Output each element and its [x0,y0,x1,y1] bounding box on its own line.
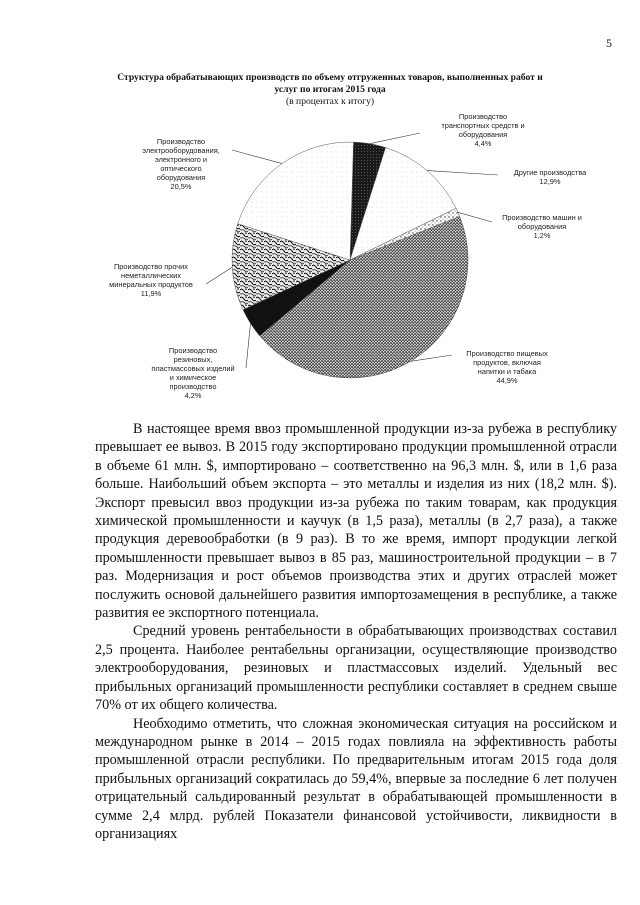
page-number: 5 [606,36,612,50]
label-food-line2: продуктов, включая [473,358,541,367]
label-food [452,349,562,385]
label-electro-line5: оборудования [156,173,206,182]
label-machines-line2: оборудования [517,222,567,231]
label-nonmetal-line1: Производство прочих [114,262,188,271]
label-food-line3: напитки и табака [477,367,537,376]
label-nonmetal-pct: 11,9% [140,289,162,298]
label-electro [126,137,236,191]
paragraph-3: Необходимо отметить, что сложная экономическая ситуация на российском и международном рынке в 2014 – 2015 годах повлияла на эффективность работы промышленной отрасли республики. По предварительным итогам 2015 года доля прибыльных организаций сократилась до 59,4%, впервые за последние 6 лет получен отрицательный сальдированный результат в обрабатывающей промышленности в сумме 2,4 млрд. рублей Показатели финансовой устойчивости, ликвидности в организациях [95,715,617,842]
label-food-pct: 44,9% [496,376,518,385]
label-transport-line2: транспортных средств и [441,121,525,130]
label-machines [492,213,592,240]
pie-leader-line [427,171,498,175]
label-nonmetal-line2: неметаллических [120,271,182,280]
label-rubber-line1: Производство [168,346,218,355]
label-other-pct: 12,9% [539,177,561,186]
label-rubber [138,346,248,400]
pie-leader-line [458,212,492,222]
label-rubber-line2: резиновых, [173,355,213,364]
label-machines-line1: Производство машин и [502,213,582,222]
paragraph-1: В настоящее время ввоз промышленной продукции из-за рубежа в республику превышает ее вывоз. В 2015 году экспортировано продукции промышленной отрасли в объеме 61 млн. $, импортировано – соответственно на 96,3 млн. $, или в 1,6 раза больше. Наибольший объем экспорта – это металлы и изделия из них (18,2 млн. $). Экспорт превысил ввоз продукции из-за рубежа по таким товарам, как продукция химической промышленности и каучук (в 1,5 раза), металлы (в 2,7 раза), а также продукция деревообработки (в 9 раз). В то же время, импорт продукции легкой промышленности превышает вывоз в 85 раз, машиностроительной продукции – в 7 раз. Модернизация и рост объемов производства этих и других отраслей может послужить основой дальнейшего развития импортозамещения в республике, а также развития ее экспортного потенциала. [95,421,617,622]
pie-leader-line [232,150,282,164]
label-machines-pct: 1,2% [533,231,551,240]
label-electro-line3: электронного и [154,155,208,164]
label-other [500,168,600,186]
chart-subtitle: (в процентах к итогу) [285,96,375,107]
label-nonmetal-line3: минеральных продуктов [109,280,193,289]
label-transport-line3: оборудования [458,130,508,139]
label-rubber-line4: и химическое [169,373,217,382]
pie-chart [0,0,640,420]
label-nonmetal [96,262,206,298]
body-text [95,420,617,843]
label-rubber-line3: пластмассовых изделий [151,364,235,373]
label-food-line1: Производство пищевых [466,349,548,358]
pie-slices [232,142,468,378]
label-rubber-line5: производство [169,382,217,391]
pie-leader-line [370,133,420,144]
chart-title-text: Структура обрабатывающих производств по объему отгруженных товаров, выполненных работ и услуг по итогам 2015 года [117,72,543,95]
pie-leader-line [206,267,232,284]
label-rubber-pct: 4,2% [184,391,202,400]
label-electro-pct: 20,5% [170,182,192,191]
label-other-line1: Другие производства [513,168,587,177]
label-transport-line1: Производство [458,112,508,121]
label-transport [423,112,543,148]
label-electro-line2: электрооборудования, [142,146,220,155]
label-electro-line1: Производство [156,137,206,146]
label-transport-pct: 4,4% [474,139,492,148]
paragraph-2: Средний уровень рентабельности в обрабатывающих производствах составил 2,5 процента. Наиболее рентабельны организации, осуществляющие производство электрооборудования, резиновых и пластмассовых изделий. Удельный вес прибыльных организаций промышленности республики составляет в среднем свыше 70% от их общего количества. [95,623,617,714]
label-electro-line4: оптического [160,164,202,173]
